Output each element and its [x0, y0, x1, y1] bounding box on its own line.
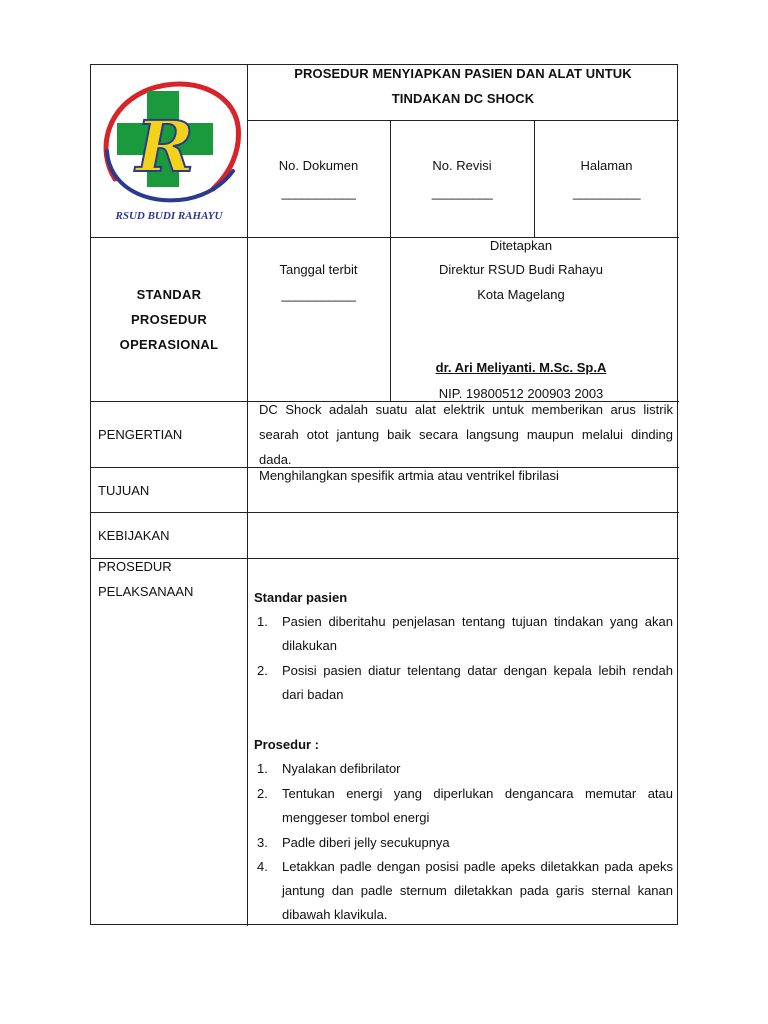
tanggal-terbit-value: ___________ [281, 287, 356, 302]
kebijakan-label: KEBIJAKAN [98, 528, 170, 543]
list-number: 2. [257, 663, 268, 678]
prosedur-content [247, 558, 679, 926]
no-dokumen-value: ___________ [281, 185, 356, 200]
divider [91, 512, 679, 513]
pengertian-label: PENGERTIAN [98, 427, 183, 442]
logo-letter: R [135, 105, 195, 188]
halaman-value: __________ [572, 185, 641, 200]
sop-table [90, 64, 678, 925]
list-text: Letakkan padle dengan posisi padle apeks diletakkan pada apeks jantung dan padle sternum diletakkan pada garis sternal kanan dibawah klavikula. [282, 859, 673, 922]
title-line-1: PROSEDUR MENYIAPKAN PASIEN DAN ALAT UNTUK [294, 66, 632, 81]
list-number: 1. [257, 614, 268, 629]
halaman-cell [534, 120, 679, 237]
no-revisi-label: No. Revisi [432, 158, 492, 173]
logo-caption: RSUD BUDI RAHAYU [115, 210, 223, 222]
no-dokumen-cell [247, 120, 390, 237]
sop-line-2: PROSEDUR [130, 312, 208, 327]
ditetapkan-label: Ditetapkan [489, 238, 553, 253]
list-text: Tentukan energi yang diperlukan dengancara memutar atau menggeser tombol energi [282, 786, 673, 825]
list-text: Padle diberi jelly secukupnya [282, 835, 450, 850]
sop-line-1: STANDAR [136, 287, 202, 302]
pengertian-cell [247, 401, 679, 467]
no-dokumen-label: No. Dokumen [278, 158, 359, 173]
list-number: 3. [257, 835, 268, 850]
list-text: Posisi pasien diatur telentang datar dengan kepala lebih rendah dari badan [282, 663, 673, 702]
tanggal-terbit-cell [247, 237, 390, 401]
list-text: Pasien diberitahu penjelasan tentang tujuan tindakan yang akan dilakukan [282, 614, 673, 653]
kota-label: Kota Magelang [477, 287, 565, 302]
list-number: 2. [257, 786, 268, 801]
pengertian-text: DC Shock adalah suatu alat elektrik untuk memberikan arus listrik searah otot jantung baik secara langsung maupun melalui dinding dada. [259, 402, 673, 467]
standar-pasien-heading: Standar pasien [254, 590, 348, 605]
sop-line-3: OPERASIONAL [119, 337, 219, 352]
tanggal-terbit-label: Tanggal terbit [279, 262, 358, 277]
title-line-2: TINDAKAN DC SHOCK [391, 91, 535, 106]
signatory-name: dr. Ari Meliyanti. M.Sc. Sp.A [435, 360, 607, 375]
prosedur-label-2: PELAKSANAAN [98, 584, 194, 599]
no-revisi-cell [390, 120, 534, 237]
hospital-logo [95, 71, 243, 227]
list-text: Nyalakan defibrilator [282, 761, 401, 776]
tujuan-label: TUJUAN [98, 483, 150, 498]
sop-label-cell [91, 237, 247, 401]
tujuan-text: Menghilangkan spesifik artmia atau ventrikel fibrilasi [259, 468, 559, 483]
signatory-nip: NIP. 19800512 200903 2003 [438, 386, 604, 401]
direktur-label: Direktur RSUD Budi Rahayu [438, 262, 603, 277]
list-number: 4. [257, 859, 268, 874]
no-revisi-value: _________ [431, 185, 493, 200]
halaman-label: Halaman [580, 158, 633, 173]
prosedur-heading: Prosedur : [254, 737, 320, 752]
document-title [247, 65, 679, 120]
prosedur-label-1: PROSEDUR [98, 559, 172, 574]
list-number: 1. [257, 761, 268, 776]
ditetapkan-cell [390, 237, 679, 401]
